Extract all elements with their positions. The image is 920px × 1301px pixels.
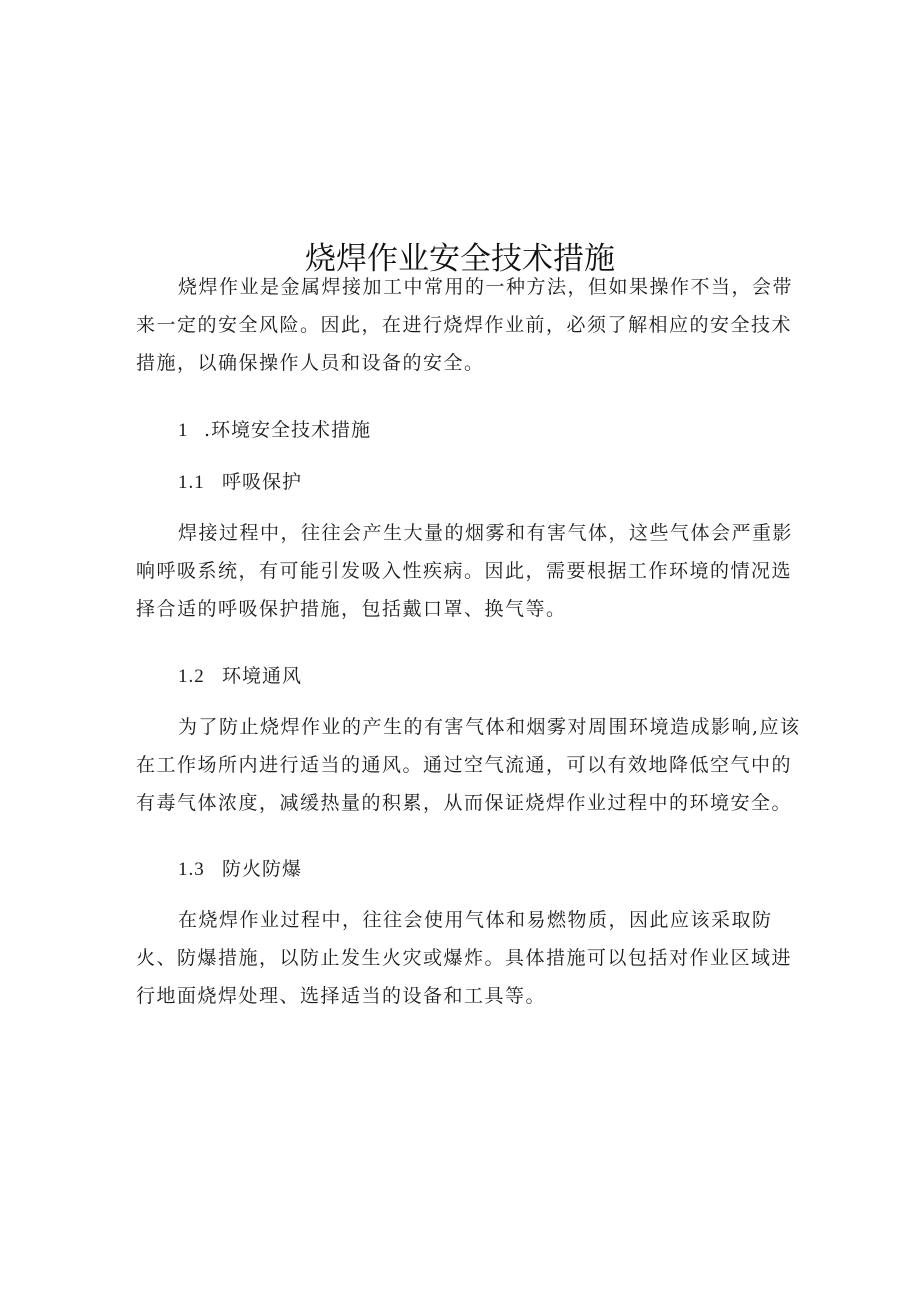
paragraph-line: 有毒气体浓度，减缓热量的积累，从而保证烧焊作业过程中的环境安全。 [136, 792, 793, 814]
subsection-number: 1.3 [178, 859, 205, 880]
subsection-title: 环境通风 [222, 665, 303, 687]
paragraph-1-3 [136, 901, 796, 1015]
section-heading-1 [178, 411, 371, 450]
subsection-number: 1.2 [178, 666, 205, 687]
intro-paragraph [136, 268, 796, 382]
paragraph-line: 行地面烧焊处理、选择适当的设备和工具等。 [136, 985, 547, 1007]
paragraph-line: 焊接过程中，往往会产生大量的烟雾和有害气体，这些气体会严重影 [178, 522, 794, 544]
subsection-title: 呼吸保护 [222, 471, 303, 493]
section-number: 1 [178, 420, 189, 441]
paragraph-line: 为了防止烧焊作业的产生的有害气体和烟雾对周围环境造成影响,应该 [178, 716, 801, 738]
document-title: 烧焊作业安全技术措施 [305, 240, 615, 277]
paragraph-1-1 [136, 514, 796, 628]
intro-line: 来一定的安全风险。因此，在进行烧焊作业前，必须了解相应的安全技术 [136, 314, 793, 336]
paragraph-line: 在烧焊作业过程中，往往会使用气体和易燃物质，因此应该采取防 [178, 909, 773, 931]
subsection-heading-1-3 [178, 850, 302, 889]
section-title: .环境安全技术措施 [204, 419, 372, 441]
subsection-heading-1-2 [178, 657, 302, 696]
subsection-number: 1.1 [178, 472, 205, 493]
paragraph-1-2 [136, 708, 801, 822]
intro-line: 措施，以确保操作人员和设备的安全。 [136, 352, 485, 374]
paragraph-line: 择合适的呼吸保护措施，包括戴口罩、换气等。 [136, 598, 567, 620]
paragraph-line: 响呼吸系统，有可能引发吸入性疾病。因此，需要根据工作环境的情况选 [136, 560, 793, 582]
subsection-heading-1-1 [178, 463, 302, 502]
paragraph-line: 在工作场所内进行适当的通风。通过空气流通，可以有效地降低空气中的 [136, 754, 793, 776]
intro-line: 烧焊作业是金属焊接加工中常用的一种方法，但如果操作不当，会带 [178, 276, 794, 298]
subsection-title: 防火防爆 [222, 858, 303, 880]
paragraph-line: 火、防爆措施，以防止发生火灾或爆炸。具体措施可以包括对作业区域进 [136, 947, 793, 969]
